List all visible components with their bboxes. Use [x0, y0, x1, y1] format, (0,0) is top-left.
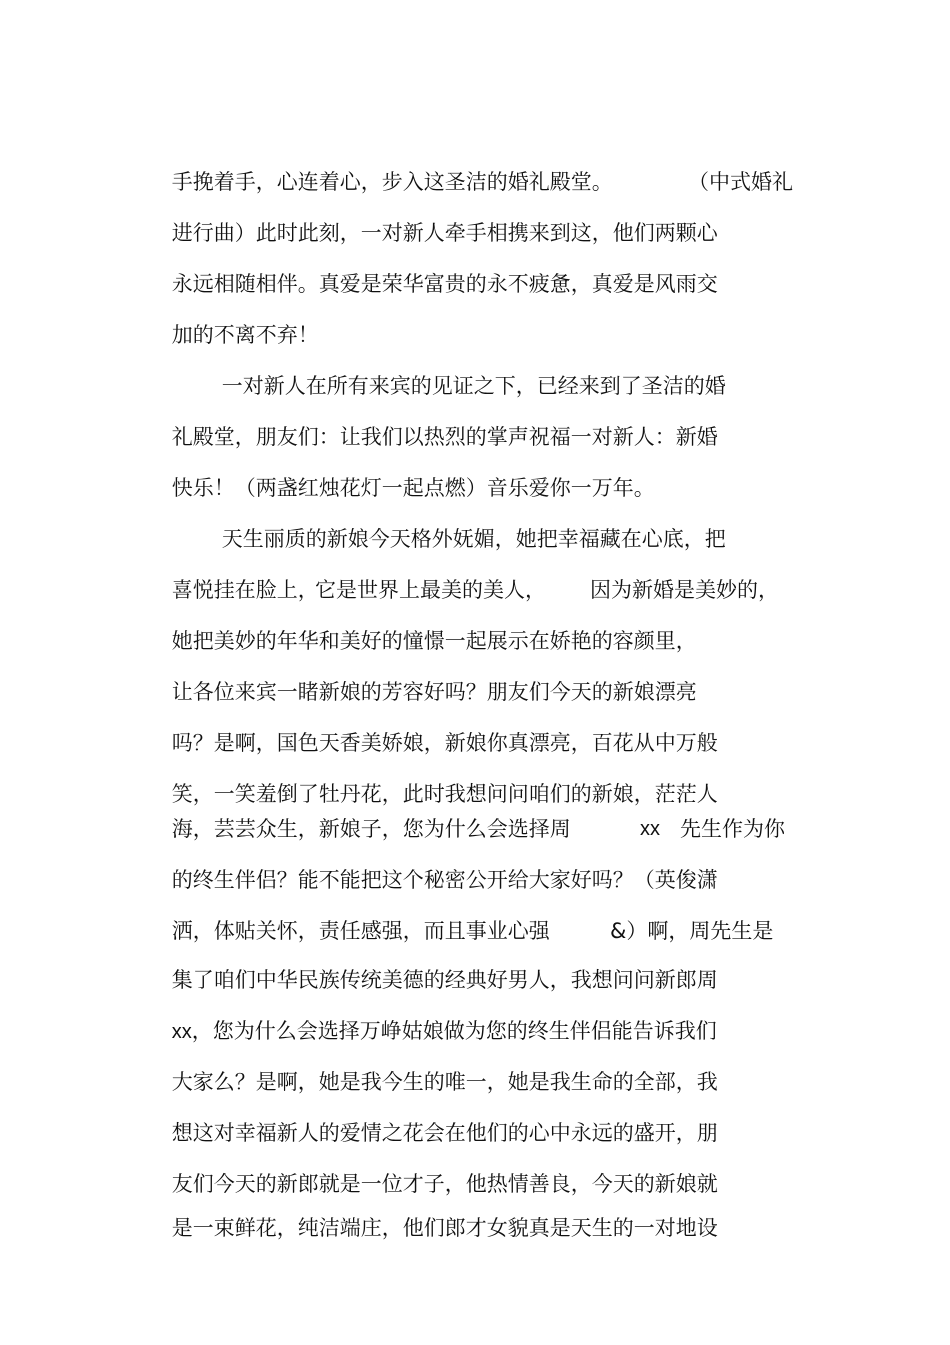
text-segment: xx: [171, 1021, 192, 1043]
text-segment: 海，芸芸众生，新娘子，您为什么会选择周: [171, 817, 571, 841]
text-line: [145, 920, 718, 992]
text-segment: 想这对幸福新人的爱情之花会在他们的心中永远的盛开，朋: [171, 1121, 718, 1145]
text-segment: 礼殿堂，朋友们：让我们以热烈的掌声祝福一对新人：新婚: [171, 425, 718, 449]
text-segment: 她把美妙的年华和美好的憧憬一起展示在娇艳的容颜里，: [171, 629, 697, 653]
text-line: [145, 173, 718, 245]
text-segment: 它是世界上最美的美人，: [315, 578, 546, 602]
text-segment: 加的不离不弃！: [171, 323, 319, 347]
text-line: [145, 275, 319, 347]
text-segment: 快乐！（两盏红烛花灯一起点燃）音乐爱你一万年。: [171, 476, 655, 500]
text-line: [145, 1168, 718, 1240]
text-segment: 吗？是啊，国色天香美娇娘，新娘你真漂亮，百花从中万般: [171, 731, 718, 755]
text-segment: 友们今天的新郎就是一位才子，他热情善良，今天的新娘就: [171, 1172, 718, 1196]
text-line: [145, 224, 718, 296]
text-line: [145, 1073, 718, 1145]
text-line: [145, 1124, 718, 1196]
text-segment: 手挽着手，心连着心，步入这圣洁的婚礼殿堂。: [171, 170, 613, 194]
text-line: [145, 769, 785, 841]
text-line: [195, 326, 726, 398]
text-segment: 的终生伴侣？能不能把这个秘密公开给大家好吗？（英俊潇: [171, 868, 718, 892]
text-segment: 先生作为你: [680, 817, 785, 841]
text-line: [145, 1022, 718, 1094]
text-segment: 集了咱们中华民族传统美德的经典好男人，我想问问新郎周: [171, 968, 718, 992]
text-segment: （中式婚礼: [688, 170, 793, 194]
text-segment: 永远相随相伴。真爱是荣华富贵的永不疲惫，真爱是风雨交: [171, 272, 718, 296]
text-segment: 大家么？是啊，她是我今生的唯一，她是我生命的全部，我: [171, 1070, 718, 1094]
text-line: [145, 820, 718, 892]
text-segment: 是一束鲜花，纯洁端庄，他们郎才女貌真是天生的一对地设: [171, 1216, 718, 1240]
text-segment: 因为新婚是美妙的，: [590, 578, 779, 602]
text-line: [145, 581, 697, 653]
text-segment: 进行曲）此时此刻，一对新人牵手相携来到这，他们两颗心: [171, 221, 718, 245]
text-line: [195, 479, 726, 551]
text-segment: 让各位来宾一睹新娘的芳容好吗？朋友们今天的新娘漂亮: [171, 680, 697, 704]
text-line: [145, 428, 655, 500]
text-segment: xx: [640, 818, 660, 840]
text-line: [145, 734, 718, 806]
text-segment: 喜悦挂在脸上，: [171, 578, 319, 602]
text-line: [145, 871, 774, 943]
text-segment: &）啊，周先生是: [610, 919, 774, 943]
text-line: [145, 377, 718, 449]
text-line: [145, 122, 793, 194]
text-line: [145, 632, 697, 704]
text-segment: 洒，体贴关怀，责任感强，而且事业心强: [171, 919, 550, 943]
text-segment: 一对新人在所有来宾的见证之下，已经来到了圣洁的婚: [221, 374, 726, 398]
text-segment: 天生丽质的新娘今天格外妩媚，她把幸福藏在心底，把: [221, 527, 726, 551]
text-line: [145, 971, 717, 1043]
text-segment: ，您为什么会选择万峥姑娘做为您的终生伴侣能告诉我们: [191, 1019, 717, 1043]
text-line: [145, 683, 718, 755]
text-segment: 笑，一笑羞倒了牡丹花，此时我想问问咱们的新娘，茫茫人: [171, 782, 718, 806]
